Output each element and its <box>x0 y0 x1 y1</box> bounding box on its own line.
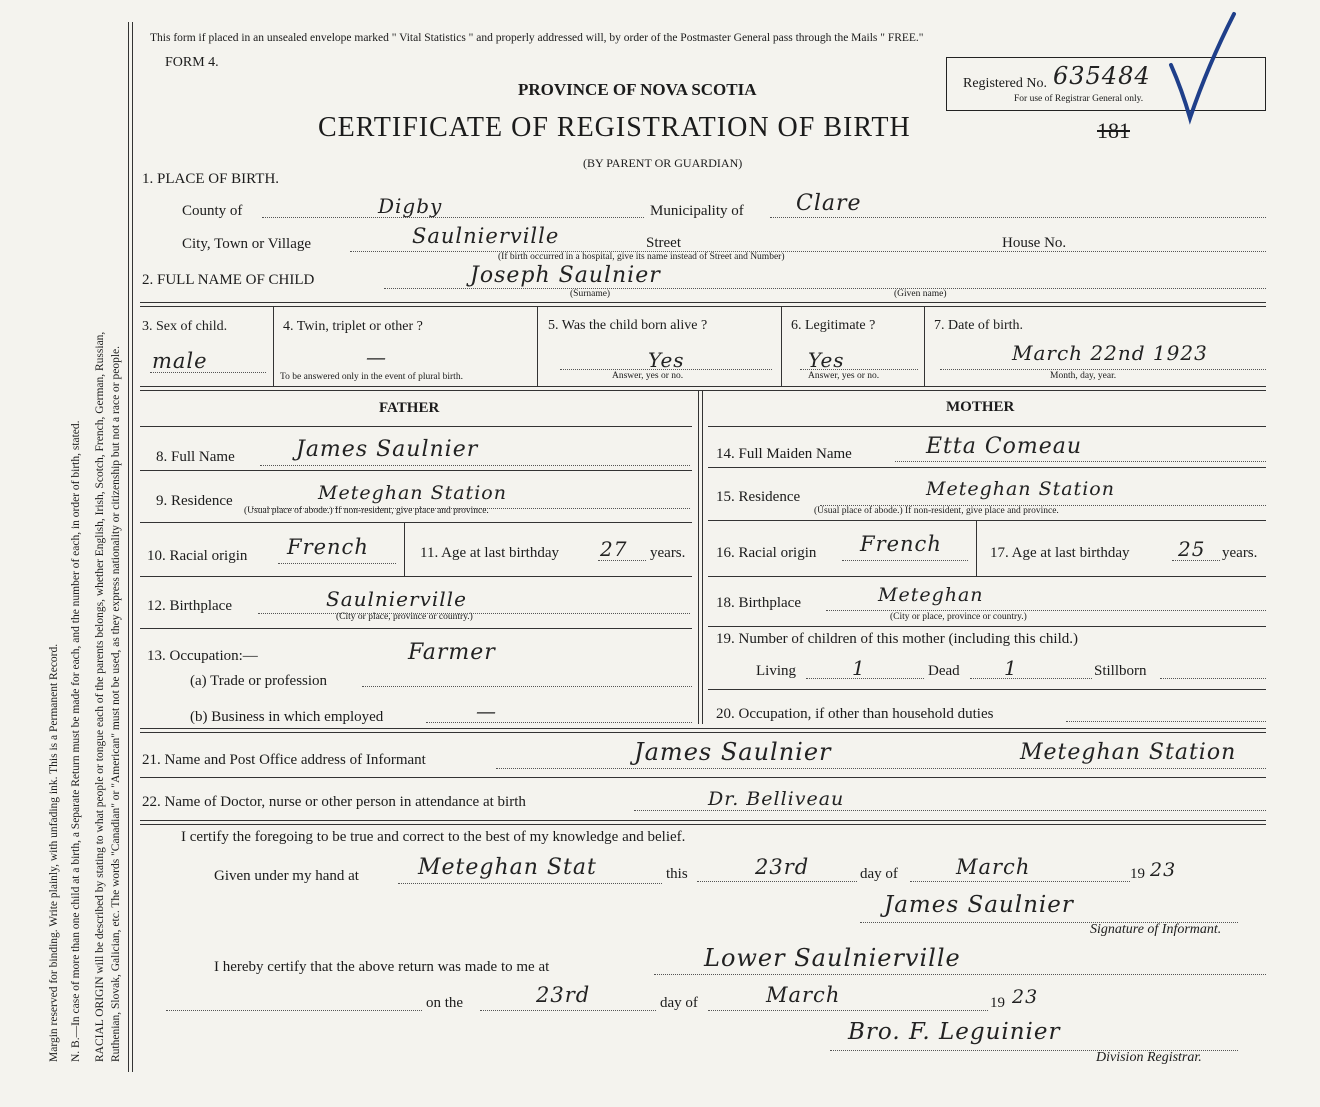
registrar-use-note: For use of Registrar General only. <box>1014 94 1144 104</box>
dob-note: Month, day, year. <box>1050 371 1117 381</box>
father-years-label: years. <box>650 545 686 561</box>
place-of-birth-heading: 1. PLACE OF BIRTH. <box>142 171 280 187</box>
county-label: County of <box>182 203 243 219</box>
informant-label: 21. Name and Post Office address of Informant <box>142 752 426 768</box>
division-registrar-label: Division Registrar. <box>1096 1050 1202 1065</box>
dead-label: Dead <box>928 663 960 679</box>
margin-rule-2 <box>132 22 133 1072</box>
twin-value: — <box>366 345 387 369</box>
given-year-prefix: 19 <box>1130 866 1145 882</box>
father-birthplace-value: Saulnierville <box>326 587 467 611</box>
father-residence-note: (Usual place of abode.) If non-resident, give place and province. <box>244 506 489 516</box>
doctor-name: Dr. Belliveau <box>708 788 845 810</box>
mother-name-value: Etta Comeau <box>926 434 1083 459</box>
certify-statement: I certify the foregoing to be true and correct to the best of my knowledge and belief. <box>181 829 686 845</box>
child-name-value: Joseph Saulnier <box>470 263 661 288</box>
registrar-signature: Bro. F. Leguinier <box>848 1019 1061 1045</box>
mother-occupation-label: 20. Occupation, if other than household duties <box>716 706 994 722</box>
father-age-label: 11. Age at last birthday <box>420 545 559 561</box>
form-number: FORM 4. <box>165 55 219 70</box>
mother-years-label: years. <box>1222 545 1258 561</box>
born-alive-label: 5. Was the child born alive ? <box>548 318 708 333</box>
born-alive-note: Answer, yes or no. <box>612 371 684 381</box>
informant-signature: James Saulnier <box>884 892 1074 918</box>
father-birthplace-label: 12. Birthplace <box>147 598 232 614</box>
legitimate-note: Answer, yes or no. <box>808 371 880 381</box>
province-heading: PROVINCE OF NOVA SCOTIA <box>518 80 757 99</box>
street-label: Street <box>646 235 681 251</box>
title-number: 181 <box>1097 118 1130 143</box>
this-label: this <box>666 866 688 882</box>
informant-name: James Saulnier <box>634 738 832 766</box>
hospital-note: (If birth occurred in a hospital, give its name instead of Street and Number) <box>498 252 785 262</box>
father-name-value: James Saulnier <box>296 437 479 462</box>
sex-label: 3. Sex of child. <box>142 319 228 334</box>
father-occupation-value: Farmer <box>408 640 496 665</box>
mother-residence-value: Meteghan Station <box>926 478 1115 500</box>
given-label: Given under my hand at <box>214 868 359 884</box>
business-label: (b) Business in which employed <box>190 709 384 725</box>
mother-birthplace-label: 18. Birthplace <box>716 595 801 611</box>
stillborn-label: Stillborn <box>1094 663 1147 679</box>
given-day-of-label: day of <box>860 866 898 882</box>
legitimate-value: Yes <box>808 348 845 372</box>
father-age-value: 27 <box>600 537 628 561</box>
sex-value: male <box>152 349 208 373</box>
father-birthplace-note: (City or place, province or country.) <box>336 612 473 622</box>
mother-residence-note: (Usual place of abode.) If non-resident, give place and province. <box>814 506 1059 516</box>
margin-nb-note: N. B.—In case of more than one child at a birth, a Separate Return must be made for each, and the number of each, in order of birth, stated. <box>70 420 82 1062</box>
checkmark-icon <box>1168 10 1238 125</box>
registered-number: 635484 <box>1053 62 1151 90</box>
living-label: Living <box>756 663 796 679</box>
county-value: Digby <box>378 194 443 218</box>
mother-residence-label: 15. Residence <box>716 489 801 505</box>
municipality-label: Municipality of <box>650 203 744 219</box>
living-value: 1 <box>852 656 866 680</box>
given-year: 23 <box>1150 859 1177 881</box>
trade-label: (a) Trade or profession <box>190 673 328 689</box>
city-label: City, Town or Village <box>182 236 312 252</box>
given-place: Meteghan Stat <box>418 855 597 880</box>
twin-note: To be answered only in the event of plural birth. <box>280 372 463 382</box>
margin-rule <box>128 22 129 1072</box>
business-value: — <box>476 699 497 723</box>
mail-notice: This form if placed in an unsealed envelope marked " Vital Statistics " and properly addressed will, by order of the Postmaster General pass through the Mails " FREE." <box>150 32 924 44</box>
registration-year: 23 <box>1012 986 1039 1008</box>
father-occupation-label: 13. Occupation:— <box>147 648 258 664</box>
mother-racial-value: French <box>860 532 942 556</box>
mother-name-label: 14. Full Maiden Name <box>716 446 852 462</box>
page-title: CERTIFICATE OF REGISTRATION OF BIRTH <box>318 112 911 143</box>
registration-day-of-label: day of <box>660 995 698 1011</box>
registration-day: 23rd <box>536 983 591 1007</box>
margin-binding-note: Margin reserved for binding. Write plainly, with unfading ink. This is a Permanent Record. <box>48 643 60 1062</box>
registrar-statement: I hereby certify that the above return was made to me at <box>214 959 550 975</box>
children-count-label: 19. Number of children of this mother (including this child.) <box>716 631 1079 647</box>
dob-value: March 22nd 1923 <box>1012 341 1208 365</box>
child-name-label: 2. FULL NAME OF CHILD <box>142 272 315 288</box>
registered-label: Registered No. <box>963 76 1047 91</box>
on-the-label: on the <box>426 995 464 1011</box>
signature-informant-label: Signature of Informant. <box>1090 922 1222 937</box>
mother-birthplace-value: Meteghan <box>878 584 984 606</box>
mother-racial-label: 16. Racial origin <box>716 545 817 561</box>
dead-value: 1 <box>1004 656 1018 680</box>
informant-address: Meteghan Station <box>1020 740 1237 765</box>
doctor-label: 22. Name of Doctor, nurse or other person in attendance at birth <box>142 794 526 810</box>
municipality-value: Clare <box>796 191 862 216</box>
dob-label: 7. Date of birth. <box>934 318 1024 333</box>
father-residence-label: 9. Residence <box>156 493 233 509</box>
house-number-label: House No. <box>1002 235 1067 251</box>
father-residence-value: Meteghan Station <box>318 482 507 504</box>
page-subtitle: (BY PARENT OR GUARDIAN) <box>583 156 743 170</box>
mother-birthplace-note: (City or place, province or country.) <box>890 612 1027 622</box>
mother-age-label: 17. Age at last birthday <box>990 545 1130 561</box>
city-value: Saulnierville <box>412 224 560 248</box>
given-month: March <box>956 855 1031 879</box>
father-racial-value: French <box>287 535 369 559</box>
born-alive-value: Yes <box>648 348 685 372</box>
legitimate-label: 6. Legitimate ? <box>791 318 876 333</box>
given-day: 23rd <box>755 855 810 879</box>
registration-place: Lower Saulnierville <box>704 944 961 972</box>
father-heading: FATHER <box>379 400 440 416</box>
surname-note: (Surname) <box>570 289 611 299</box>
given-name-note: (Given name) <box>894 289 947 299</box>
margin-racial-note-1: RACIAL ORIGIN will be described by stating to what people or tongue each of the parents belongs, whether English, Irish, Scotch, French, German, Russian, <box>94 331 106 1062</box>
father-racial-label: 10. Racial origin <box>147 548 248 564</box>
registration-year-prefix: 19 <box>990 995 1005 1011</box>
registration-month: March <box>766 983 841 1007</box>
father-name-label: 8. Full Name <box>156 449 235 465</box>
mother-age-value: 25 <box>1178 537 1206 561</box>
mother-heading: MOTHER <box>946 399 1015 415</box>
margin-racial-note-2: Ruthenian, Slovak, Galician, etc. The words "Canadian" or "American" must not be used, as they express nationality or citizenship but not a race or people. <box>110 345 122 1062</box>
twin-label: 4. Twin, triplet or other ? <box>283 319 423 334</box>
